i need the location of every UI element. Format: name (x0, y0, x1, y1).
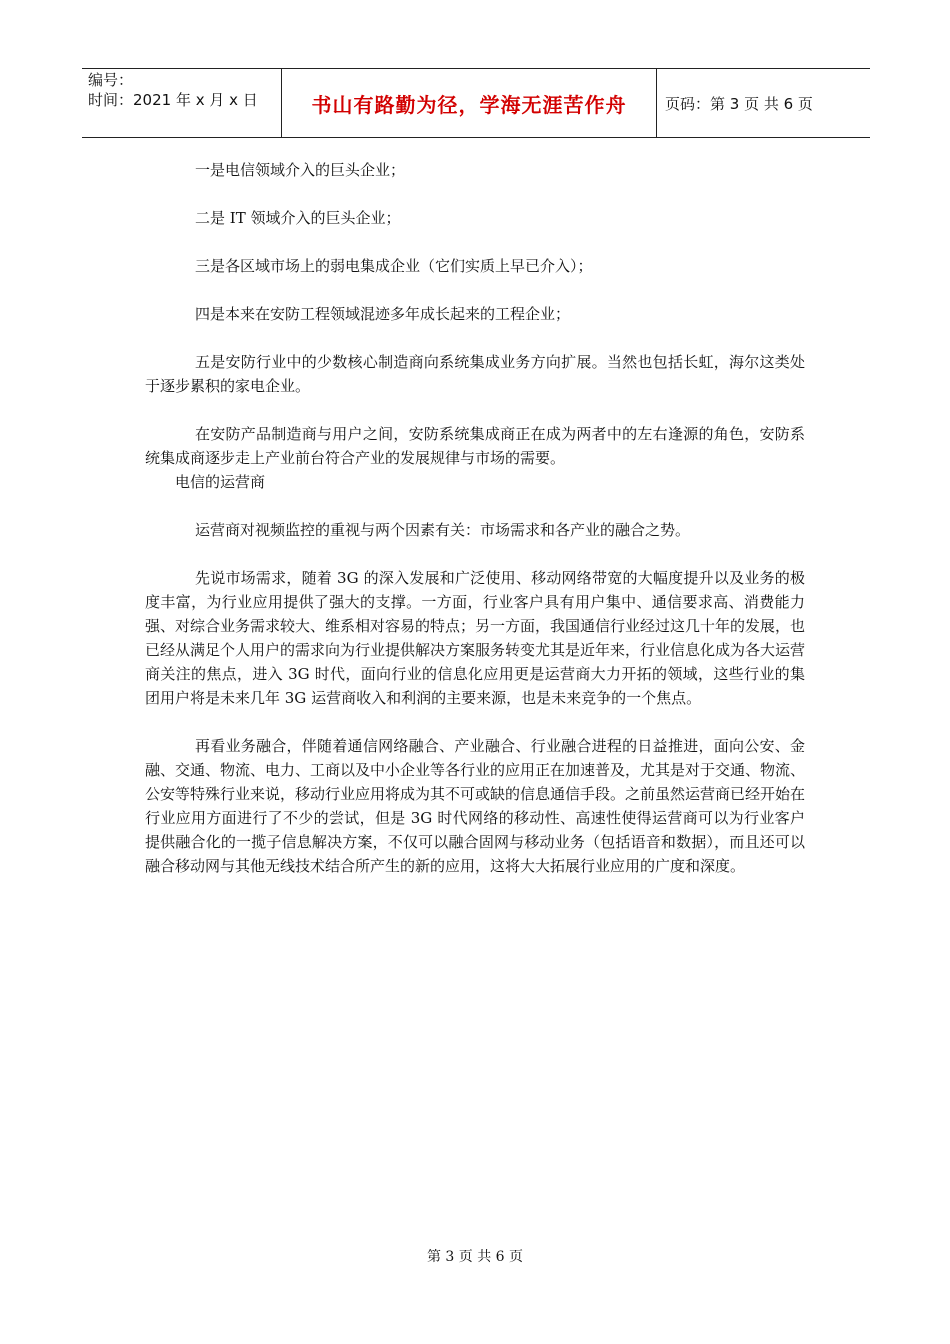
paragraph-2: 二是 IT 领域介入的巨头企业； (195, 209, 401, 227)
paragraph-1: 一是电信领域介入的巨头企业； (195, 161, 406, 179)
page-footer: 第 3 页 共 6 页 (426, 1249, 524, 1265)
paragraph-3: 三是各区域市场上的弱电集成企业（它们实质上早已介入）； (195, 257, 593, 275)
section-heading: 电信的运营商 (175, 473, 266, 491)
paragraph-7: 运营商对视频监控的重视与两个因素有关：市场需求和各产业的融合之势。 (195, 521, 691, 539)
header-page-label: 页码：第 3 页 共 6 页 (665, 94, 813, 113)
number-label: 编号： (88, 71, 134, 89)
header-info-cell (82, 69, 282, 137)
paragraph-8: 先说市场需求，随着 3G 的深入发展和广泛使用、移动网络带宽的大幅度提升以及业务的极度丰富，为行业应用提供了强大的支撑。一方面，行业客户具有用户集中、通信要求高、消费能力强、对综合业务需求较大、维系相对容易的特点；另一方面，我国通信行业经过这几十年的发展，也已经从满足个人用户的需求向为行业提供解决方案服务转变尤其是近年来，行业信息化成为各大运营商关注的焦点，进入 3G 时代，面向行业的信息化应用更是运营商大力开拓的领域，这些行业的集团用户将是未来几年 3G 运营商收入和利润的主要来源，也是未来竞争的一个焦点。 (145, 569, 806, 707)
header-motto: 书山有路勤为径，学海无涯苦作舟 (282, 69, 657, 137)
paragraph-9: 再看业务融合，伴随着通信网络融合、产业融合、行业融合进程的日益推进，面向公安、金融、交通、物流、电力、工商以及中小企业等各行业的应用正在加速普及，尤其是对于交通、物流、公安等特殊行业来说，移动行业应用将成为其不可或缺的信息通信手段。之前虽然运营商已经开始在行业应用方面进行了不少的尝试，但是 3G 时代网络的移动性、高速性使得运营商可以为行业客户提供融合化的一揽子信息解决方案，不仅可以融合固网与移动业务（包括语音和数据），而且还可以融合移动网与其他无线技术结合所产生的新的应用，这将大大拓展行业应用的广度和深度。 (145, 737, 806, 875)
time-label: 时间：2021 年 x 月 x 日 (88, 91, 258, 109)
paragraph-4: 四是本来在安防工程领域混迹多年成长起来的工程企业； (195, 305, 571, 323)
document-body (145, 158, 805, 878)
paragraph-6: 在安防产品制造商与用户之间，安防系统集成商正在成为两者中的左右逢源的角色，安防系统集成商逐步走上产业前台符合产业的发展规律与市场的需要。 (145, 425, 805, 467)
page-header (82, 68, 870, 138)
paragraph-5: 五是安防行业中的少数核心制造商向系统集成业务方向扩展。当然也包括长虹，海尔这类处于逐步累积的家电企业。 (145, 353, 805, 395)
